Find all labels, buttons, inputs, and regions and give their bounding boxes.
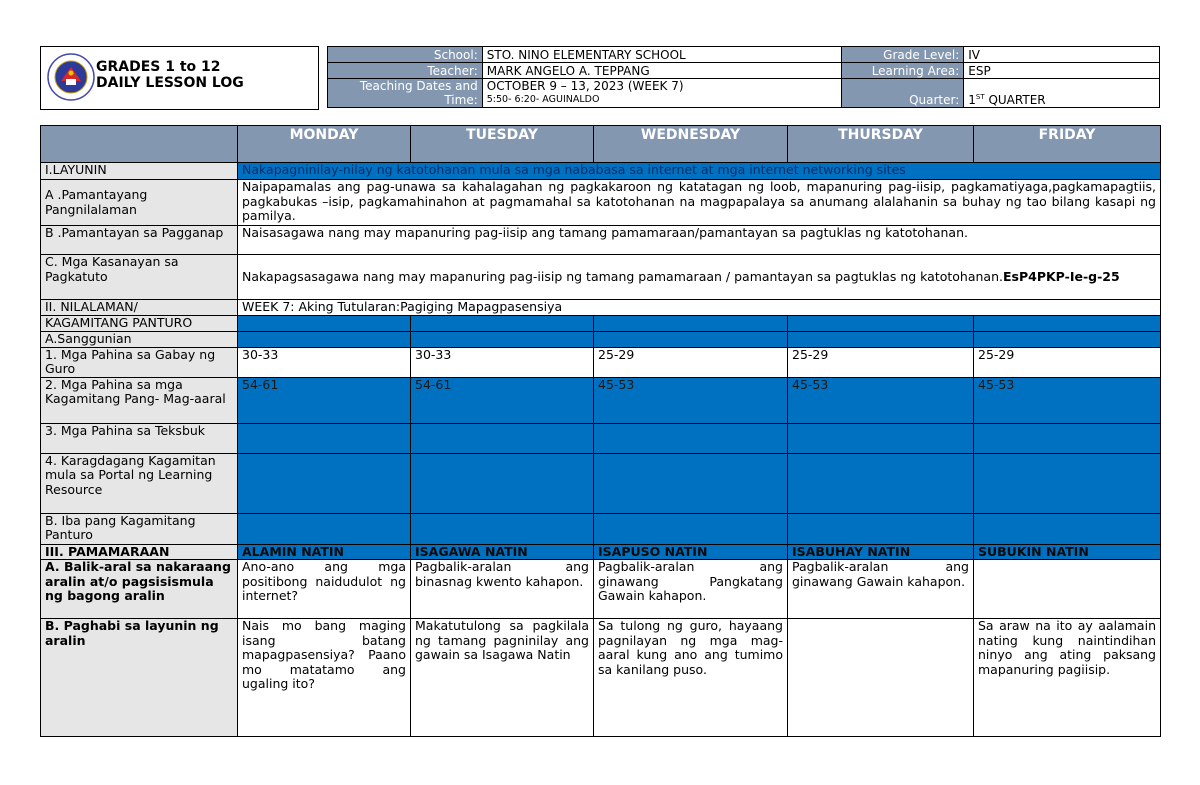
row-label: C. Mga Kasanayan sa Pagkatuto xyxy=(41,255,238,300)
row-label: 3. Mga Pahina sa Teksbuk xyxy=(41,423,238,453)
gabay-cell: 25-29 xyxy=(974,347,1161,377)
teacher-label: Teacher: xyxy=(328,63,483,79)
blank-cell xyxy=(788,332,974,348)
area-value: ESP xyxy=(964,63,1160,79)
blank-cell xyxy=(411,423,594,453)
kagamitang-cell: 45-53 xyxy=(974,377,1161,423)
blank-cell xyxy=(974,332,1161,348)
row-label: B. Paghabi sa layunin ng aralin xyxy=(41,619,238,737)
row-label: KAGAMITANG PANTURO xyxy=(41,316,238,332)
deped-seal-icon xyxy=(47,53,95,101)
pamantayang-pangnilalaman-cell: Naipapamalas ang pag-unawa sa kahalagahan ng pagkakaroon ng katatagan ng loob, mapanuring pag-iisip, pagkamatiyaga,pagkamapagtiis, pagkabukas –isip, pagkamahinahon at pagmamahal sa katotohanan na magpapalaya sa anumang alalahanin sa buhay ng tao bilang kasapi ng pamilya. xyxy=(238,180,1161,226)
kagamitang-cell: 45-53 xyxy=(594,377,788,423)
blank-cell xyxy=(238,453,411,513)
pamamaraan-cell: SUBUKIN NATIN xyxy=(974,544,1161,560)
blank-cell xyxy=(594,453,788,513)
kagamitang-cell: 54-61 xyxy=(238,377,411,423)
quarter-text: QUARTER xyxy=(984,93,1046,107)
day-header: TUESDAY xyxy=(411,126,594,163)
gabay-cell: 30-33 xyxy=(411,347,594,377)
gabay-cell: 25-29 xyxy=(594,347,788,377)
row-label: I.LAYUNIN xyxy=(41,163,238,180)
table-row xyxy=(41,453,1161,513)
paghabi-cell xyxy=(788,619,974,737)
row-label: B. Iba pang Kagamitang Panturo xyxy=(41,513,238,544)
row-label: A.Sanggunian xyxy=(41,332,238,348)
blank-cell xyxy=(238,332,411,348)
day-header: THURSDAY xyxy=(788,126,974,163)
table-row xyxy=(41,560,1161,619)
blank-cell xyxy=(788,513,974,544)
dates-label: Teaching Dates and Time: xyxy=(328,79,483,108)
dates-value: OCTOBER 9 – 13, 2023 (WEEK 7) xyxy=(486,79,684,93)
kasanayan-cell xyxy=(238,255,1161,300)
blank-cell xyxy=(788,423,974,453)
layunin-cell: Nakapagninilay-nilay ng katotohanan mula sa mga nababasa sa internet at mga internet networking sites xyxy=(238,163,1161,180)
gabay-cell: 25-29 xyxy=(788,347,974,377)
blank-cell xyxy=(974,316,1161,332)
table-row xyxy=(41,163,1161,180)
table-row xyxy=(41,377,1161,423)
row-label: B .Pamantayan sa Pagganap xyxy=(41,226,238,255)
table-row xyxy=(41,332,1161,348)
table-row xyxy=(41,423,1161,453)
blank-cell xyxy=(594,423,788,453)
title-line-2: DAILY LESSON LOG xyxy=(96,75,244,91)
gabay-cell: 30-33 xyxy=(238,347,411,377)
quarter-suffix: ST xyxy=(975,93,985,101)
row-label: A. Balik-aral sa nakaraang aralin at/o pagsisismula ng bagong aralin xyxy=(41,560,238,619)
kagamitang-cell: 54-61 xyxy=(411,377,594,423)
row-label: III. PAMAMARAAN xyxy=(41,544,238,560)
row-label: 1. Mga Pahina sa Gabay ng Guro xyxy=(41,347,238,377)
row-label: A .Pamantayang Pangnilalaman xyxy=(41,180,238,226)
blank-cell xyxy=(788,453,974,513)
blank-cell xyxy=(238,423,411,453)
blank-cell xyxy=(974,513,1161,544)
row-label: 2. Mga Pahina sa mga Kagamitang Pang- Mag-aaral xyxy=(41,377,238,423)
school-label: School: xyxy=(328,47,483,63)
day-header: MONDAY xyxy=(238,126,411,163)
day-header: WEDNESDAY xyxy=(594,126,788,163)
blank-cell xyxy=(974,453,1161,513)
pamantayan-pagganap-cell: Naisasagawa nang may mapanuring pag-iisip ang tamang pamamaraan/pamantayan sa pagtuklas ng katotohanan. xyxy=(238,226,1161,255)
blank-cell xyxy=(594,513,788,544)
table-row xyxy=(41,226,1161,255)
grade-label: Grade Level: xyxy=(842,47,964,63)
pamamaraan-cell: ISAPUSO NATIN xyxy=(594,544,788,560)
row-label: II. NILALAMAN/ xyxy=(41,300,238,316)
corner-cell xyxy=(41,126,238,163)
grade-value: IV xyxy=(964,47,1160,63)
quarter-number: 1 xyxy=(968,93,976,107)
pamamaraan-cell: ISAGAWA NATIN xyxy=(411,544,594,560)
paghabi-cell: Makatutulong sa pagkilala ng tamang pagninilay ang gawain sa Isagawa Natin xyxy=(411,619,594,737)
blank-cell xyxy=(411,513,594,544)
blank-cell xyxy=(594,316,788,332)
table-row xyxy=(41,316,1161,332)
row-label: 4. Karagdagang Kagamitan mula sa Portal ng Learning Resource xyxy=(41,453,238,513)
blank-cell xyxy=(238,513,411,544)
blank-cell xyxy=(411,453,594,513)
balik-cell: Pagbalik-aralan ang ginawang Gawain kahapon. xyxy=(788,560,974,619)
balik-cell xyxy=(974,560,1161,619)
area-label: Learning Area: xyxy=(842,63,964,79)
paghabi-cell: Sa araw na ito ay aalamain nating kung naintindihan ninyo ang ating paksang mapanuring pagiisip. xyxy=(974,619,1161,737)
competency-code: EsP4PKP-Ie-g-25 xyxy=(1003,268,1120,284)
table-row xyxy=(41,513,1161,544)
balik-cell: Pagbalik-aralan ang binasnag kwento kahapon. xyxy=(411,560,594,619)
time-value: 5:50- 6:20- AGUINALDO xyxy=(486,94,600,105)
school-value: STO. NINO ELEMENTARY SCHOOL xyxy=(482,47,842,63)
info-table xyxy=(327,46,1160,108)
table-row xyxy=(41,619,1161,737)
paghabi-cell: Sa tulong ng guro, hayaang pagnilayan ng mga mag-aaral kung ano ang tumimo sa kanilang puso. xyxy=(594,619,788,737)
blank-cell xyxy=(788,316,974,332)
quarter-label: Quarter: xyxy=(842,79,964,108)
table-row xyxy=(41,544,1161,560)
blank-cell xyxy=(411,316,594,332)
blank-cell xyxy=(238,316,411,332)
lesson-log-table xyxy=(40,125,1161,737)
nilalaman-cell: WEEK 7: Aking Tutularan:Pagiging Mapagpasensiya xyxy=(238,300,1161,316)
brand-box xyxy=(40,46,319,110)
table-row xyxy=(41,347,1161,377)
table-row xyxy=(41,180,1161,226)
blank-cell xyxy=(594,332,788,348)
blank-cell xyxy=(411,332,594,348)
table-row xyxy=(41,300,1161,316)
balik-cell: Pagbalik-aralan ang ginawang Pangkatang Gawain kahapon. xyxy=(594,560,788,619)
pamamaraan-cell: ALAMIN NATIN xyxy=(238,544,411,560)
day-header: FRIDAY xyxy=(974,126,1161,163)
title-line-1: GRADES 1 to 12 xyxy=(96,59,221,75)
balik-cell: Ano-ano ang mga positibong naidudulot ng internet? xyxy=(238,560,411,619)
dates-cell xyxy=(482,79,842,108)
table-row xyxy=(41,255,1161,300)
blank-cell xyxy=(974,423,1161,453)
pamamaraan-cell: ISABUHAY NATIN xyxy=(788,544,974,560)
header xyxy=(40,46,1160,110)
kasanayan-text: Nakapagsasagawa nang may mapanuring pag-iisip ng tamang pamamaraan / pamantayan sa pagtuklas ng katotohanan. xyxy=(242,268,1003,284)
kagamitang-cell: 45-53 xyxy=(788,377,974,423)
quarter-value xyxy=(964,79,1160,108)
paghabi-cell: Nais mo bang maging isang batang mapagpasensiya? Paano mo matatamo ang ugaling ito? xyxy=(238,619,411,737)
day-header-row xyxy=(41,126,1161,163)
teacher-value: MARK ANGELO A. TEPPANG xyxy=(482,63,842,79)
